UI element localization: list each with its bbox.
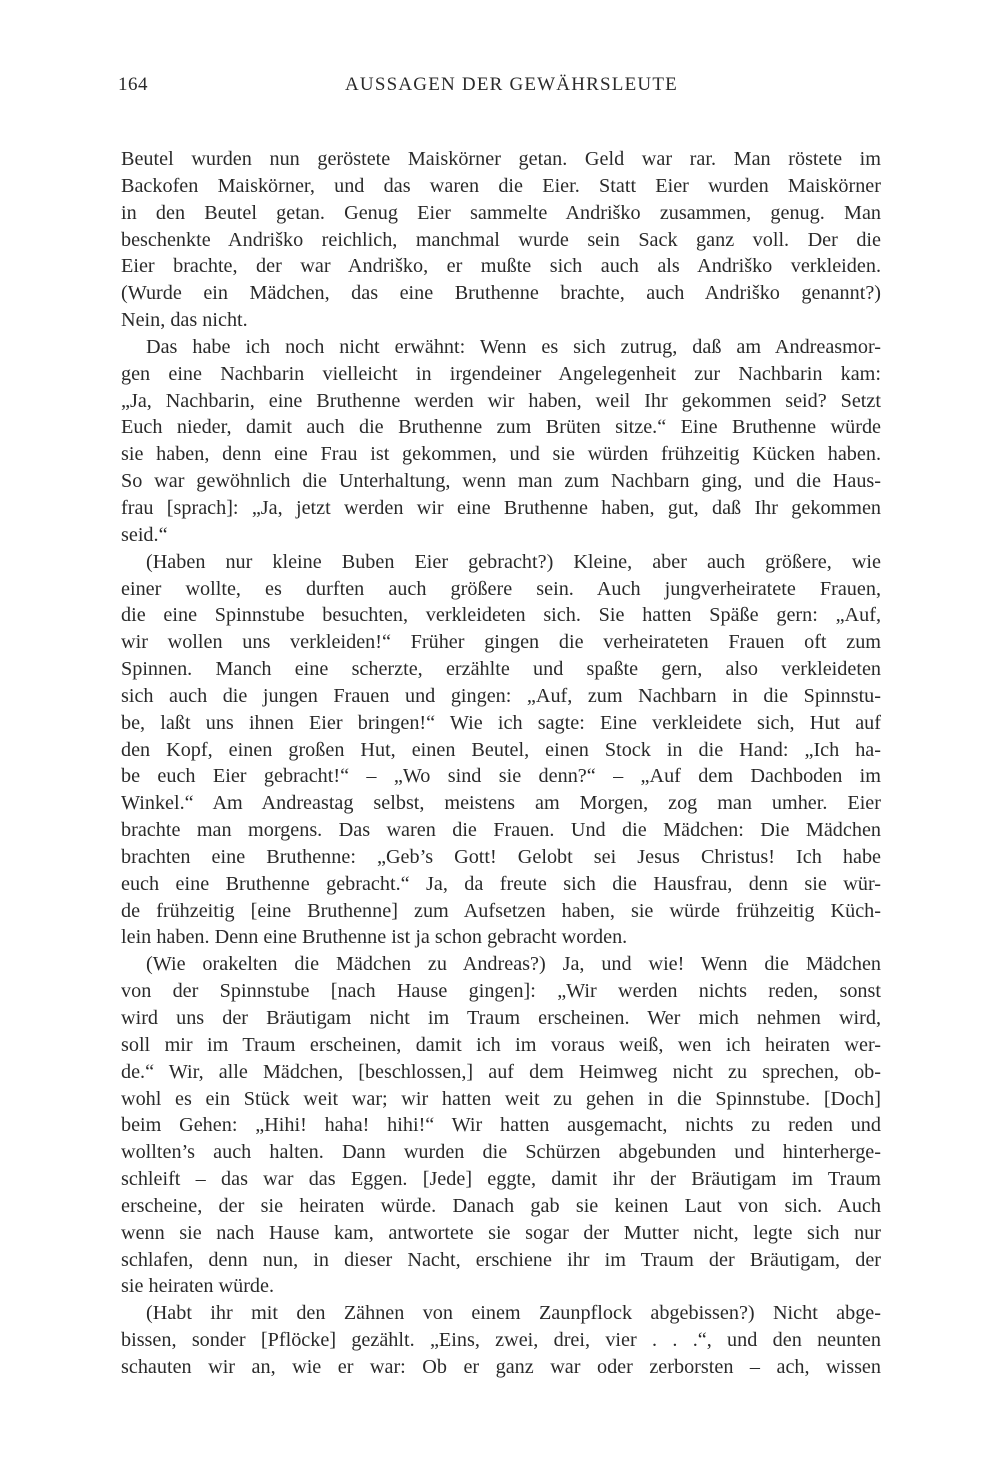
text-line: (Wie orakelten die Mädchen zu Andreas?) Ja, und wie! Wenn die Mädchen (146, 953, 881, 976)
text-line: Euch nieder, damit auch die Bruthenne zum Brüten sitze.“ Eine Bruthenne würde (121, 416, 881, 439)
text-line: seid.“ (121, 523, 168, 546)
text-line: Backofen Maiskörner, und das waren die Eier. Statt Eier wurden Maiskörner (121, 174, 881, 197)
text-line: bissen, sonder [Pflöcke] gezählt. „Eins, zwei, drei, vier . . .“, und den neunten (121, 1329, 881, 1352)
text-line: brachte man morgens. Das waren die Frauen. Und die Mädchen: Die Mädchen (121, 819, 881, 842)
text-line: wohl es ein Stück weit war; wir hatten weit zu gehen in die Spinnstube. [Doch] (121, 1087, 881, 1110)
text-line: schauten wir an, wie er war: Ob er ganz war oder zerborsten – ach, wissen (121, 1355, 881, 1378)
text-line: sich auch die jungen Frauen und gingen: „Auf, zum Nachbarn in die Spinnstu- (121, 684, 881, 707)
text-line: (Habt ihr mit den Zähnen von einem Zaunpflock abgebissen?) Nicht abge- (146, 1302, 881, 1325)
text-line: in den Beutel getan. Genug Eier sammelte Andriško zusammen, genug. Man (121, 201, 881, 224)
running-title: AUSSAGEN DER GEWÄHRSLEUTE (345, 74, 678, 95)
text-line: den Kopf, einen großen Hut, einen Beutel, einen Stock in die Hand: „Ich ha- (121, 738, 881, 761)
text-line: von der Spinnstube [nach Hause gingen]: „Wir werden nichts reden, sonst (121, 980, 881, 1003)
text-line: frau [sprach]: „Ja, jetzt werden wir eine Bruthenne haben, gut, daß Ihr gekommen (121, 496, 881, 519)
text-line: beim Gehen: „Hihi! haha! hihi!“ Wir hatten ausgemacht, nichts zu reden und (121, 1114, 881, 1137)
text-line: soll mir im Traum erscheinen, damit ich im voraus weiß, wen ich heiraten wer- (121, 1033, 881, 1056)
text-line: be, laßt uns ihnen Eier bringen!“ Wie ich sagte: Eine verkleidete sich, Hut auf (121, 711, 881, 734)
text-line: die eine Spinnstube besuchten, verkleideten sich. Sie hatten Späße gern: „Auf, (121, 604, 881, 627)
text-line: wenn sie nach Hause kam, antwortete sie sogar der Mutter nicht, legte sich nur (121, 1221, 881, 1244)
page-number: 164 (118, 74, 148, 95)
text-line: (Wurde ein Mädchen, das eine Bruthenne brachte, auch Andriško genannt?) (121, 282, 881, 305)
text-line: wird uns der Bräutigam nicht im Traum erscheinen. Wer mich nehmen wird, (121, 1007, 881, 1029)
text-line: schlafen, denn nun, in dieser Nacht, erschiene ihr im Traum der Bräutigam, der (121, 1248, 881, 1271)
text-line: So war gewöhnlich die Unterhaltung, wenn man zum Nachbarn ging, und die Haus- (121, 470, 881, 493)
text-line: (Haben nur kleine Buben Eier gebracht?) Kleine, aber auch größere, wie (146, 550, 881, 573)
text-line: Winkel.“ Am Andreastag selbst, meistens am Morgen, zog man umher. Eier (121, 792, 881, 815)
text-line: de.“ Wir, alle Mädchen, [beschlossen,] auf dem Heimweg nicht zu sprechen, ob- (121, 1060, 881, 1083)
text-line: de frühzeitig [eine Bruthenne] zum Aufsetzen haben, sie würde frühzeitig Küch- (121, 899, 881, 922)
running-head (118, 74, 878, 104)
text-line: einer wollte, es durften auch größere sein. Auch jungverheiratete Frauen, (121, 577, 881, 600)
text-line: be euch Eier gebracht!“ – „Wo sind sie denn?“ – „Auf dem Dachboden im (121, 765, 881, 788)
text-line: euch eine Bruthenne gebracht.“ Ja, da freute sich die Hausfrau, denn sie wür- (121, 872, 881, 895)
text-line: gen eine Nachbarin vielleicht in irgendeiner Angelegenheit zur Nachbarin kam: (121, 362, 881, 385)
text-line: Beutel wurden nun geröstete Maiskörner getan. Geld war rar. Man röstete im (121, 148, 881, 170)
text-line: schleift – das war das Eggen. [Jede] eggte, damit ihr der Bräutigam im Traum (121, 1168, 881, 1191)
text-line: Das habe ich noch nicht erwähnt: Wenn es sich zutrug, daß am Andreasmor- (146, 335, 881, 358)
text-line: erscheine, der sie heiraten würde. Danach gab sie keinen Laut von sich. Auch (121, 1194, 881, 1217)
body-text (121, 146, 881, 1381)
text-line: brachten eine Bruthenne: „Geb’s Gott! Gelobt sei Jesus Christus! Ich habe (121, 845, 881, 868)
text-line: Nein, das nicht. (121, 309, 248, 332)
text-line: sie heiraten würde. (121, 1275, 275, 1298)
text-line: „Ja, Nachbarin, eine Bruthenne werden wir haben, weil Ihr gekommen seid? Setzt (121, 389, 881, 412)
text-line: sie haben, denn eine Frau ist gekommen, und sie würden frühzeitig Kücken haben. (121, 443, 881, 466)
text-line: beschenkte Andriško reichlich, manchmal wurde sein Sack ganz voll. Der die (121, 228, 881, 251)
text-line: wir wollen uns verkleiden!“ Früher gingen die verheirateten Frauen oft zum (121, 631, 881, 654)
text-line: wollten’s auch halten. Dann wurden die Schürzen abgebunden und hinterherge- (121, 1141, 881, 1164)
text-line: lein haben. Denn eine Bruthenne ist ja schon gebracht worden. (121, 926, 628, 949)
text-line: Eier brachte, der war Andriško, er mußte sich auch als Andriško verkleiden. (121, 255, 881, 278)
text-line: Spinnen. Manch eine scherzte, erzählte und spaßte gern, also verkleideten (121, 658, 881, 681)
